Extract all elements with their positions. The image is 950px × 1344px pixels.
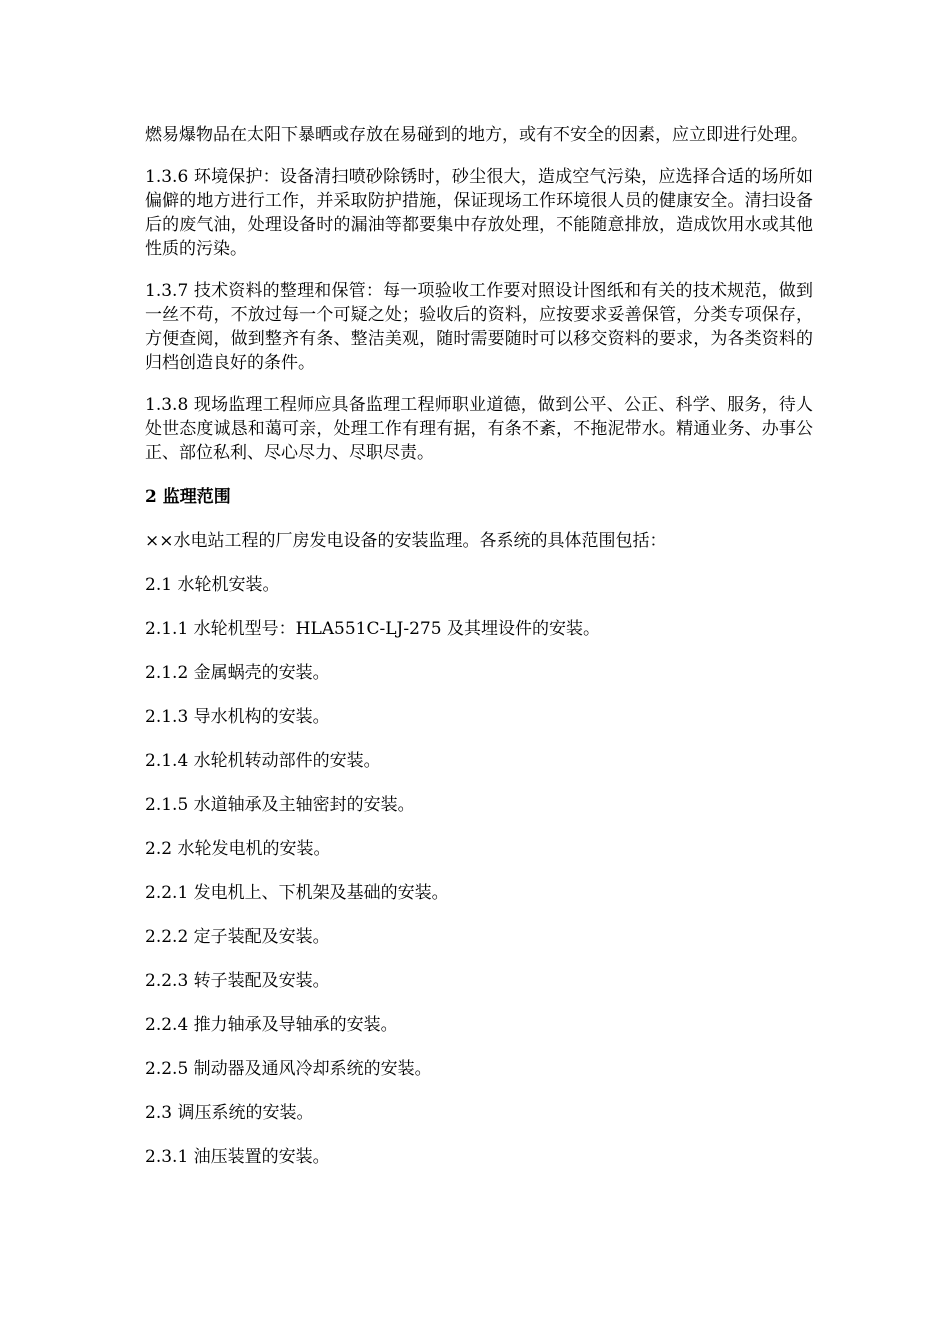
list-item: 2.1.5 水道轴承及主轴密封的安装。 bbox=[145, 794, 415, 815]
document-body bbox=[145, 123, 813, 1189]
list-item: 2.1.2 金属蜗壳的安装。 bbox=[145, 662, 330, 683]
list-item: 2.1 水轮机安装。 bbox=[145, 574, 280, 595]
paragraph-professional-ethics: 1.3.8 现场监理工程师应具备监理工程师职业道德，做到公平、公正、科学、服务，待人处世态度诚恳和蔼可亲，处理工作有理有据，有条不紊，不拖泥带水。精通业务、办事公正、部位私利、尽心尽力、尽职尽责。 bbox=[145, 395, 813, 463]
list-item: 2.2.1 发电机上、下机架及基础的安装。 bbox=[145, 882, 449, 903]
list-item: 2.2.2 定子装配及安装。 bbox=[145, 926, 330, 947]
list-item: 2.3 调压系统的安装。 bbox=[145, 1102, 314, 1123]
list-item: 2.1.1 水轮机型号：HLA551C-LJ-275 及其埋设件的安装。 bbox=[145, 618, 600, 639]
list-item: 2.1.3 导水机构的安装。 bbox=[145, 706, 330, 727]
paragraph-environmental-protection: 1.3.6 环境保护：设备清扫喷砂除锈时，砂尘很大，造成空气污染，应选择合适的场所如偏僻的地方进行工作，并采取防护措施，保证现场工作环境很人员的健康安全。清扫设备后的废气油，处理设备时的漏油等都要集中存放处理，不能随意排放，造成饮用水或其他性质的污染。 bbox=[145, 167, 813, 259]
paragraph-technical-documents: 1.3.7 技术资料的整理和保管：每一项验收工作要对照设计图纸和有关的技术规范，做到一丝不苟，不放过每一个可疑之处；验收后的资料，应按要求妥善保管，分类专项保存，方便查阅，做到整齐有条、整洁美观，随时需要随时可以移交资料的要求，为各类资料的归档创造良好的条件。 bbox=[145, 281, 813, 373]
scope-intro: ××水电站工程的厂房发电设备的安装监理。各系统的具体范围包括： bbox=[145, 530, 667, 551]
list-item: 2.1.4 水轮机转动部件的安装。 bbox=[145, 750, 381, 771]
list-item: 2.2.4 推力轴承及导轴承的安装。 bbox=[145, 1014, 398, 1035]
list-item: 2.3.1 油压装置的安装。 bbox=[145, 1146, 330, 1167]
list-item: 2.2 水轮发电机的安装。 bbox=[145, 838, 331, 859]
list-item: 2.2.5 制动器及通风冷却系统的安装。 bbox=[145, 1058, 432, 1079]
list-item: 2.2.3 转子装配及安装。 bbox=[145, 970, 330, 991]
paragraph-hazard-handling: 燃易爆物品在太阳下暴晒或存放在易碰到的地方，或有不安全的因素，应立即进行处理。 bbox=[145, 125, 808, 145]
section-heading: 2 监理范围 bbox=[145, 486, 231, 507]
